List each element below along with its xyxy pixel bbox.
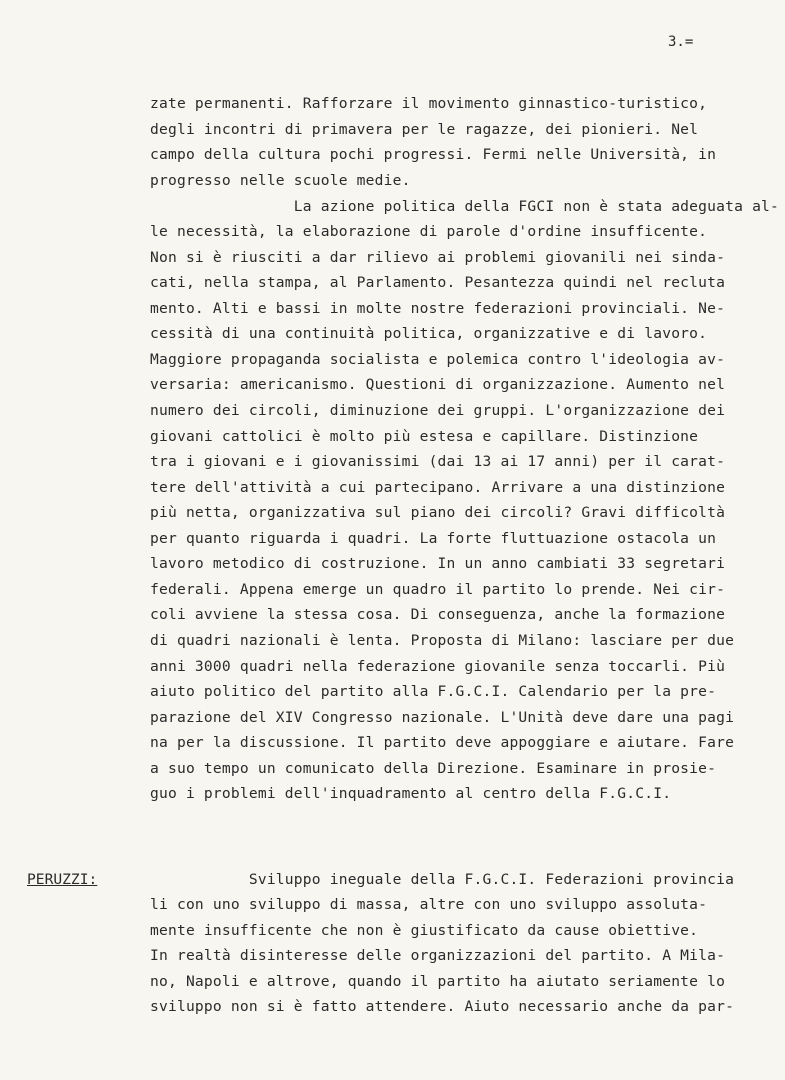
speaker-label: PERUZZI: [27, 871, 98, 888]
text-line: versaria: americanismo. Questioni di organizzazione. Aumento nel [150, 376, 726, 393]
text-line: parazione del XIV Congresso nazionale. L'Unità deve dare una pagi [150, 709, 735, 726]
text-line: coli avviene la stessa cosa. Di conseguenza, anche la formazione [150, 606, 726, 623]
text-line: le necessità, la elaborazione di parole d'ordine insufficente. [150, 223, 708, 240]
text-line: na per la discussione. Il partito deve appoggiare e aiutare. Fare [150, 734, 735, 751]
text-line: no, Napoli e altrove, quando il partito ha aiutato seriamente lo [150, 973, 726, 990]
text-line: guo i problemi dell'inquadramento al centro della F.G.C.I. [150, 785, 672, 802]
text-line: a suo tempo un comunicato della Direzione. Esaminare in prosie- [150, 760, 717, 777]
text-line: numero dei circoli, diminuzione dei gruppi. L'organizzazione dei [150, 402, 726, 419]
page-number: 3.= [668, 34, 694, 50]
text-line: giovani cattolici è molto più estesa e capillare. Distinzione [150, 428, 699, 445]
text-line: Non si è riusciti a dar rilievo ai problemi giovanili nei sinda- [150, 249, 726, 266]
text-line: campo della cultura pochi progressi. Fermi nelle Università, in [150, 146, 717, 163]
text-line: mento. Alti e bassi in molte nostre federazioni provinciali. Ne- [150, 300, 726, 317]
text-line: degli incontri di primavera per le ragazze, dei pionieri. Nel [150, 121, 699, 138]
text-line: zate permanenti. Rafforzare il movimento ginnastico-turistico, [150, 95, 708, 112]
text-line: più netta, organizzativa sul piano dei circoli? Gravi difficoltà [150, 504, 726, 521]
text-line: sviluppo non si è fatto attendere. Aiuto necessario anche da par- [150, 998, 735, 1015]
text-line: La azione politica della FGCI non è stata adeguata al- [150, 198, 780, 215]
text-line: Sviluppo ineguale della F.G.C.I. Federazioni provincia [150, 871, 735, 888]
text-line: mente insufficente che non è giustificato da cause obiettive. [150, 922, 699, 939]
text-line: tra i giovani e i giovanissimi (dai 13 ai 17 anni) per il carat- [150, 453, 726, 470]
text-line: federali. Appena emerge un quadro il partito lo prende. Nei cir- [150, 581, 726, 598]
text-line: per quanto riguarda i quadri. La forte fluttuazione ostacola un [150, 530, 717, 547]
text-line: cessità di una continuità politica, organizzative e di lavoro. [150, 325, 708, 342]
text-line: di quadri nazionali è lenta. Proposta di Milano: lasciare per due [150, 632, 735, 649]
text-line: aiuto politico del partito alla F.G.C.I. Calendario per la pre- [150, 683, 717, 700]
text-line: Maggiore propaganda socialista e polemica contro l'ideologia av- [150, 351, 726, 368]
text-line: progresso nelle scuole medie. [150, 172, 411, 189]
text-line: cati, nella stampa, al Parlamento. Pesantezza quindi nel recluta [150, 274, 726, 291]
text-line: anni 3000 quadri nella federazione giovanile senza toccarli. Più [150, 658, 726, 675]
text-line: tere dell'attività a cui partecipano. Arrivare a una distinzione [150, 479, 726, 496]
text-line: li con uno sviluppo di massa, altre con uno sviluppo assoluta- [150, 896, 708, 913]
text-line: lavoro metodico di costruzione. In un anno cambiati 33 segretari [150, 555, 726, 572]
text-line: In realtà disinteresse delle organizzazioni del partito. A Mila- [150, 947, 726, 964]
